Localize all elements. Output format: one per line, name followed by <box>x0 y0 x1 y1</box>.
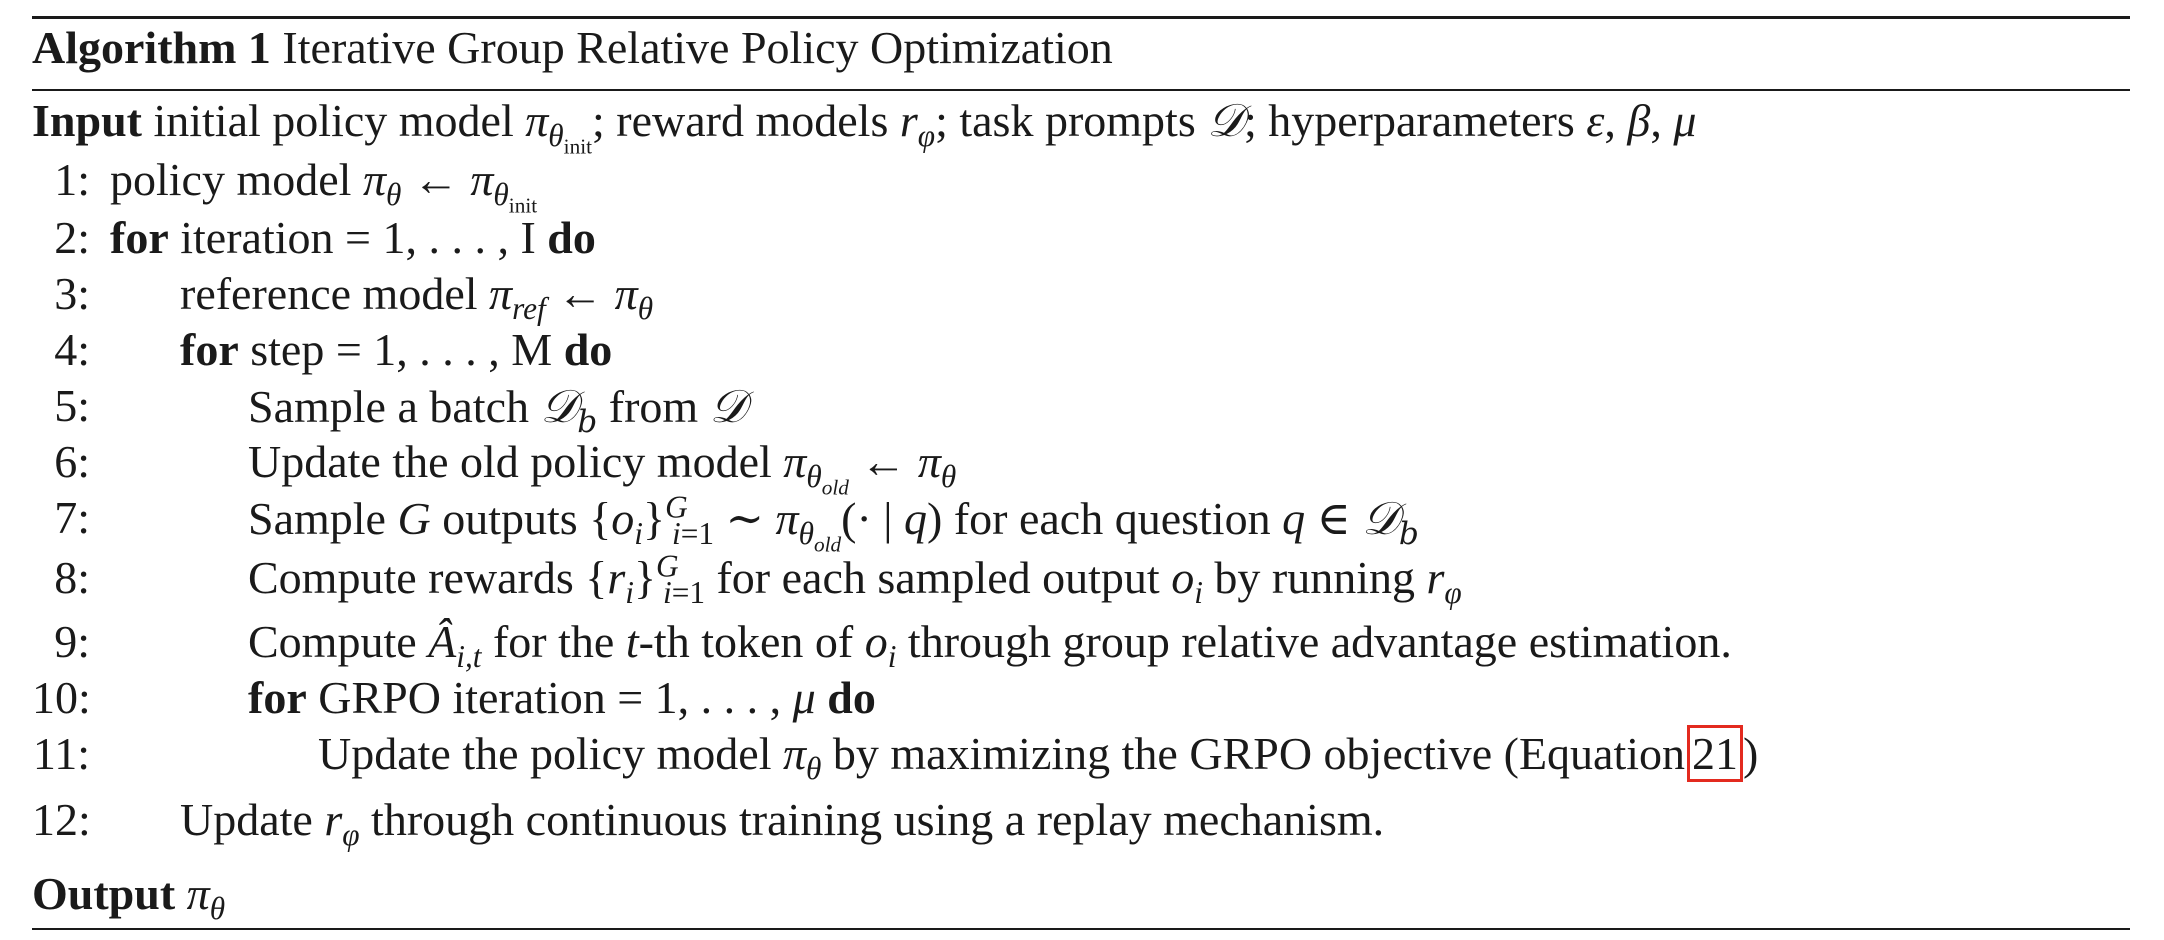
step-number-6: 6: <box>54 436 90 487</box>
math-A-hat: $Â_{i,t}$ <box>428 616 482 675</box>
input-text-3: ; task prompts <box>935 95 1196 146</box>
step-number-10: 10: <box>32 672 91 723</box>
step-number-7: 7: <box>54 492 90 543</box>
step-11-text-b: by maximizing the GRPO objective (Equation <box>832 728 1686 779</box>
step-8-text-a: Compute rewards <box>248 552 574 603</box>
step-9 <box>248 614 1732 675</box>
step-12-text-b: through continuous training using a replay mechanism. <box>371 794 1385 845</box>
math-pi-theta-init: $\pi_{\theta_{init}}$ <box>525 95 593 159</box>
keyword-for: for <box>110 212 169 263</box>
step-number-4: 4: <box>54 324 90 375</box>
step-3-text: reference model <box>180 268 478 319</box>
math-rewards-set: $\{r_i\}^G_{i=1}$ <box>585 548 705 611</box>
math-o-i: $o_i$ <box>864 616 897 675</box>
step-9-text-c: -th token of <box>638 616 854 667</box>
algorithm-label: Algorithm 1 <box>32 22 271 73</box>
step-7-text-b: outputs <box>442 493 578 544</box>
step-8-text-c: by running <box>1214 552 1416 603</box>
input-text-1: initial policy model <box>153 95 514 146</box>
math-pi-theta: $\pi_\theta$ <box>783 728 822 787</box>
step-number-8: 8: <box>54 552 90 603</box>
math-pi-ref: $\pi_{ref}$ ← $\pi_\theta$ <box>489 268 654 327</box>
step-number-11: 11: <box>32 728 90 779</box>
math-r-phi: $r_\varphi$ <box>324 794 360 853</box>
output-line <box>32 866 226 927</box>
math-pi-theta: $\pi_\theta$ ← $\pi_{\theta_{init}}$ <box>362 154 538 218</box>
step-11-text-c: ) <box>1743 728 1759 779</box>
step-number-3: 3: <box>54 268 90 319</box>
keyword-do: do <box>547 212 596 263</box>
math-hyperparams: ε, β, μ <box>1586 95 1697 146</box>
step-number-12: 12: <box>32 794 91 845</box>
step-5-text-a: Sample a batch <box>248 381 530 432</box>
step-number-1: 1: <box>54 154 90 205</box>
step-11 <box>318 726 1759 787</box>
math-pi-theta: $\pi_\theta$ <box>186 868 226 927</box>
input-text-4: ; hyperparameters <box>1243 95 1575 146</box>
keyword-do: do <box>563 324 613 375</box>
math-pi-theta-old: $\pi_{\theta_{old}}$ ← $\pi_\theta$ <box>783 436 957 500</box>
step-3 <box>180 266 654 327</box>
math-o-i: $o_i$ <box>1171 552 1203 611</box>
input-line <box>32 92 1697 159</box>
step-12-text-a: Update <box>180 794 313 845</box>
math-D: 𝒟 <box>709 379 747 433</box>
step-9-text-b: for the <box>492 616 615 667</box>
step-number-5: 5: <box>54 380 90 431</box>
math-r-phi: $r_\varphi$ <box>899 95 936 154</box>
math-r-phi: $r_\varphi$ <box>1426 552 1462 611</box>
step-9-text-a: Compute <box>248 616 417 667</box>
step-1 <box>110 152 538 218</box>
step-number-9: 9: <box>54 616 90 667</box>
input-label: Input <box>32 95 142 146</box>
step-12 <box>180 792 1385 853</box>
output-label: Output <box>32 868 176 919</box>
algorithm-title: Iterative Group Relative Policy Optimization <box>282 22 1113 73</box>
keyword-do: do <box>827 672 876 723</box>
math-D-b: 𝒟$_b$ <box>540 379 598 441</box>
step-4-text: step = 1, . . . , M <box>238 324 564 375</box>
step-8-text-b: for each sampled output <box>716 552 1160 603</box>
math-outputs-set: $\{o_i\}^G_{i=1}$ ∼ $\pi_{\theta_{old}}(\cdot$ | q) <box>589 489 943 557</box>
step-5 <box>248 378 747 441</box>
math-G: G <box>397 493 431 544</box>
step-2 <box>110 210 596 266</box>
keyword-for: for <box>180 324 239 375</box>
step-2-text: iteration = 1, . . . , I <box>168 212 548 263</box>
input-text-2: ; reward models <box>592 95 889 146</box>
bottom-rule <box>32 928 2130 930</box>
step-number-2: 2: <box>54 212 90 263</box>
step-4 <box>180 322 612 378</box>
math-D: 𝒟 <box>1207 93 1244 147</box>
step-7-text-c: for each question <box>953 493 1271 544</box>
step-7 <box>248 489 1419 557</box>
equation-ref-link[interactable]: 21 <box>1687 725 1743 782</box>
step-6-text: Update the old policy model <box>248 436 772 487</box>
step-5-text-b: from <box>608 381 699 432</box>
top-rule <box>32 16 2130 19</box>
step-10 <box>248 670 876 726</box>
math-mu: μ <box>792 672 816 723</box>
step-8 <box>248 548 1462 611</box>
step-9-text-d: through group relative advantage estimation. <box>907 616 1732 667</box>
step-6 <box>248 434 957 500</box>
step-7-text-a: Sample <box>248 493 386 544</box>
math-q-in-Db: q ∈ 𝒟$_b$ <box>1282 491 1419 553</box>
math-t: t <box>625 616 639 667</box>
step-1-text: policy model <box>110 154 352 205</box>
title-rule <box>32 89 2130 91</box>
algorithm-header <box>32 20 1113 76</box>
step-10-text: GRPO iteration = 1, . . . , <box>306 672 793 723</box>
keyword-for: for <box>248 672 307 723</box>
step-11-text-a: Update the policy model <box>318 728 772 779</box>
